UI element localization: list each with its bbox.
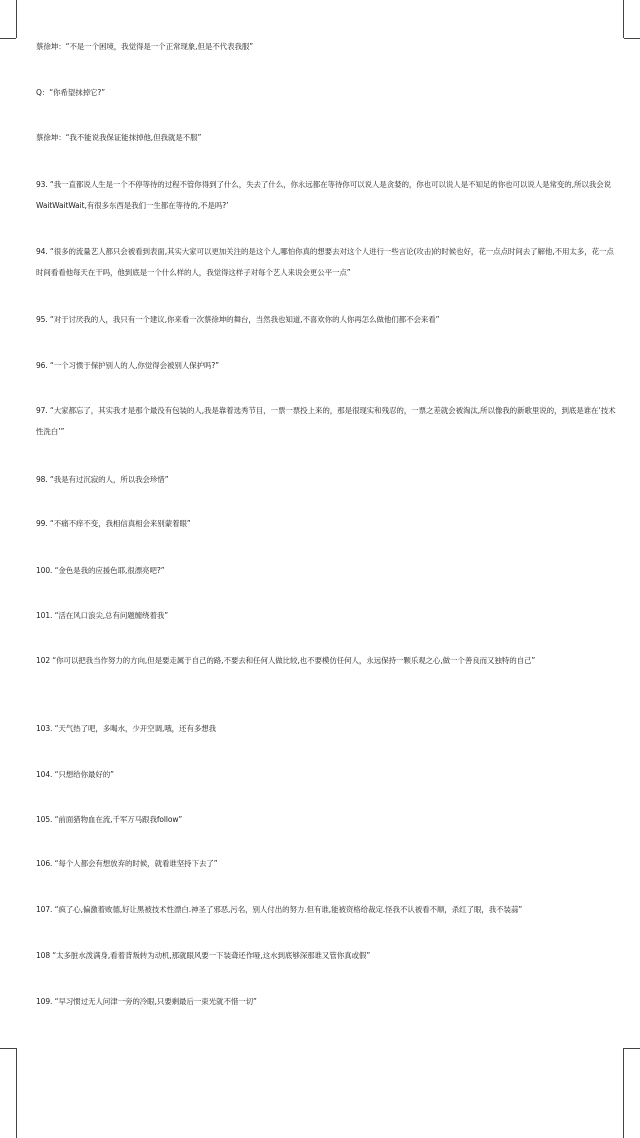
quote-106: 106. “每个人都会有想放弃的时候，就看谁坚持下去了” [36,859,218,868]
quote-98: 98. “我是有过沉寂的人，所以我会珍惜” [36,475,169,484]
quote-96: 96. “一个习惯于保护别人的人,你觉得会被别人保护吗?” [36,361,220,370]
quote-100: 100. “金色是我的应援色耶,很漂亮吧?” [36,566,165,575]
quote-102: 102 “你可以把我当作努力的方向,但是要走属于自己的路,不要去和任何人做比较,也不要模仿任何人，永远保持一颗乐观之心,做一个善良而又独特的自己” [36,656,536,665]
quote-95: 95. “对于讨厌我的人，我只有一个建议,你来看一次蔡徐坤的舞台，当然我也知道,不喜欢你的人你再怎么做他们都不会来看” [36,315,440,324]
quote-97: 97. “大家都忘了，其实我才是那个最没有包装的人,我是靠着选秀节目，一票一票投上来的，那是很现实和残忍的，一票之差就会被淘汰,所以像我的新歌里说的，到底是谁在‘技术性洗白’” [36,406,616,436]
quote-101: 101. “活在风口浪尖,总有问题缠绕着我” [36,611,169,620]
quote-103: 103. “天气热了吧，多喝水，少开空调,哦，还有多想我 [36,724,217,733]
paragraph-intro-3: 蔡徐坤：“我不能说我保证能抹掉他,但我就是不服” [36,133,202,142]
quote-93: 93. “我一直都说人生是一个不停等待的过程不管你得到了什么，失去了什么，你永远都在等待你可以说人是贪婪的，你也可以说人是不知足的你也可以说人是常变的,所以我会说WaitWaitWait,有很多东西是我们一生都在等待的,不是吗?’ [36,180,611,210]
quote-94: 94. “很多的流量艺人都只会被看到表面,其实大家可以更加关注的是这个人,哪怕你真的想要去对这个人进行一些言论(攻击)的时候也好，花一点点时间去了解他,不用太多，花一点时间看看他每天在干吗，他到底是一个什么样的人，我觉得这样子对每个艺人来说会更公平一点” [36,247,614,277]
quote-109: 109. “早习惯过无人问津一旁的冷眼,只要剩最后一束光就不惜一切” [36,997,257,1006]
paragraph-intro-1: 蔡徐坤：“不是一个困境，我觉得是一个正常现象,但是不代表我服” [36,42,254,51]
quote-105: 105. “前面猎物血在流,千军万马跟我follow” [36,815,183,824]
quote-107: 107. “疯了心,偏激着败德,好让黑被技术性漂白.神圣了邪恶,污名，别人付出的努力.但有谁,能被资格给裁定.怪我不认被看不顺，杀红了眼，我不装蒜” [36,905,523,914]
quote-104: 104. “只想给你最好的” [36,770,114,779]
paragraph-intro-2: Q：“你希望抹掉它?” [36,88,106,97]
quote-99: 99. “不痛不痒不变，我相信真相会来别蒙着眼” [36,519,191,528]
quote-108: 108 “太多脏水泼满身,看着背叛转为动机,那就眼风要一下装聋还作哑,这水到底够深那谁又管你真或假” [36,951,371,960]
